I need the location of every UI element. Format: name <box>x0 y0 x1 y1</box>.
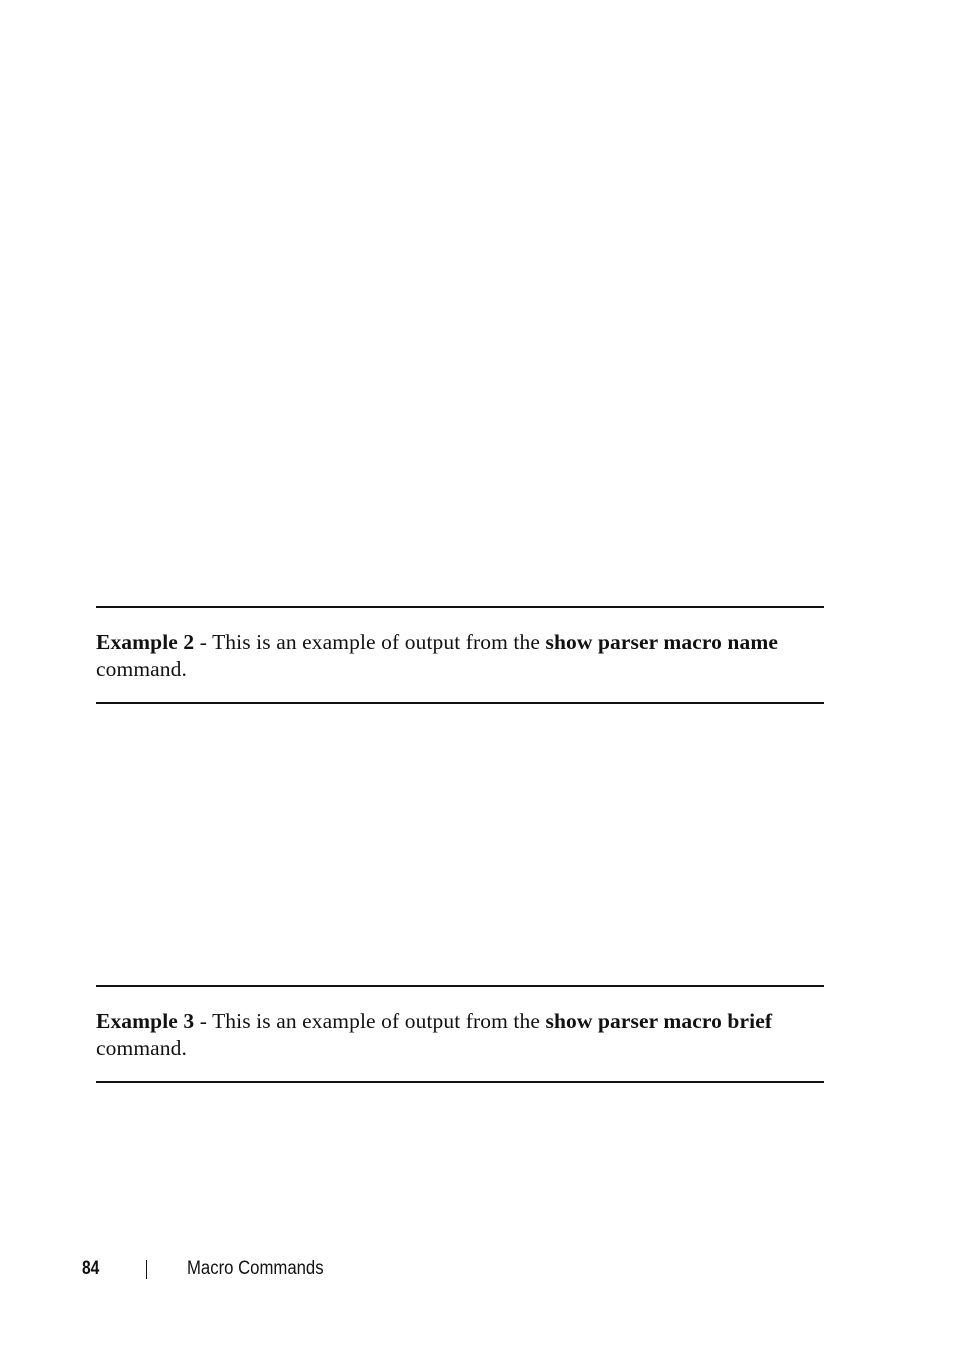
example-2-trailing: command. <box>96 657 187 681</box>
example-3-text: This is an example of output from the <box>212 1009 546 1033</box>
example-3-top-rule <box>96 985 824 987</box>
example-2-paragraph <box>96 629 824 683</box>
example-2-text: This is an example of output from the <box>212 630 546 654</box>
example-3-label: Example 3 <box>96 1009 195 1033</box>
example-2-label: Example 2 <box>96 630 195 654</box>
example-2-separator: - <box>194 630 213 654</box>
example-2-top-rule <box>96 606 824 608</box>
page-number: 84 <box>82 1258 100 1279</box>
footer-divider <box>146 1260 147 1279</box>
example-2-bottom-rule <box>96 702 824 704</box>
example-3-command: show parser macro brief <box>545 1009 773 1033</box>
example-3-bottom-rule <box>96 1081 824 1083</box>
footer-section-name: Macro Commands <box>187 1258 324 1279</box>
example-2-command: show parser macro name <box>545 630 778 654</box>
page-footer <box>0 1258 954 1282</box>
example-3-separator: - <box>194 1009 213 1033</box>
example-3-trailing: command. <box>96 1036 187 1060</box>
example-3-paragraph <box>96 1008 824 1062</box>
